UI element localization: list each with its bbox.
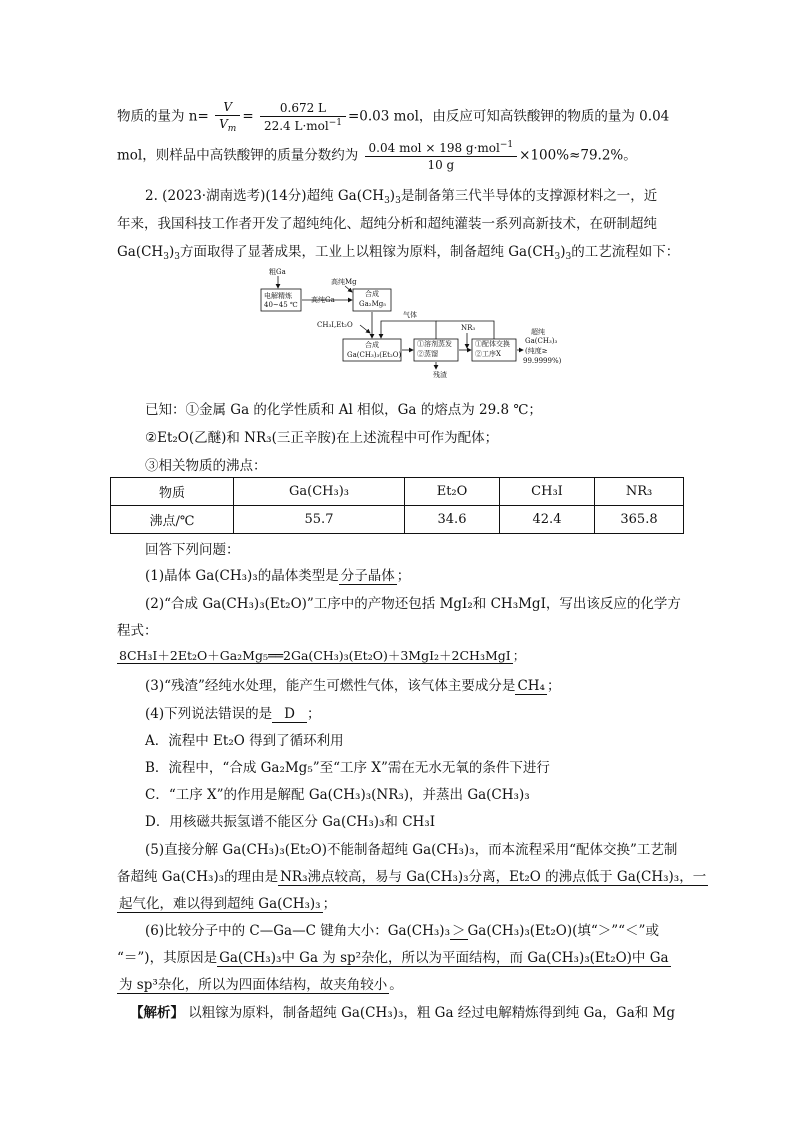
frac-denominator: 10 g [427,158,455,172]
analysis-tag: 【解析】 [130,1005,184,1021]
table-cell: 365.8 [595,506,684,534]
answer-blank: ＞ [452,923,466,939]
pure-mg-label: 高纯Mg [331,278,357,286]
table-row [111,506,684,534]
subscript: 3 [384,196,390,206]
synth2-label-1: 合成 [365,341,379,349]
table-cell: Et₂O [405,478,500,506]
q-text: ； [546,678,561,694]
subscript: 3 [565,252,572,262]
step-label-2: ②蒸馏 [417,350,438,358]
gas-label: 气体 [403,311,417,319]
q-text: ； [306,706,321,722]
intro-text: ) [168,244,175,260]
synth2-label-2: Ga(CH₃)₃(Et₂O) [347,351,402,359]
vm-v: V [219,117,228,131]
q-text: (1)晶体 Ga(CH₃)₃的晶体类型是 [145,568,339,584]
pure-ga-label: 高纯Ga [311,296,335,304]
q3 [145,674,560,694]
answer-blank: 分子晶体 [340,568,395,584]
q-text: (6)比较分子中的 C—Ga—C 键角大小：Ga(CH₃)₃ [145,923,450,939]
table-cell: CH₃I [500,478,595,506]
boiling-point-table [110,477,684,534]
answer-blank: NR₃沸点较高，易与 Ga(CH₃)₃分离，Et₂O 的沸点低于 Ga(CH₃)₃，一 [280,869,707,885]
answer-blank: 起气化，难以得到超纯 Ga(CH₃)₃ [119,896,321,912]
calc-text: =0.03 mol，由反应可知高铁酸钾的物质的量为 0.04 [347,108,670,125]
synth1-label-2: Ga₂Mg₅ [359,300,387,308]
product-label-4: 99.9999%) [523,357,562,365]
intro-text: 方面取得了显著成果，工业上以粗镓为原料，制备超纯 Ga(CH [179,244,555,260]
subscript: 3 [395,196,401,206]
subscript: 3 [554,252,561,262]
electro-label-2: 40~45 ℃ [264,301,298,309]
process-flow-diagram [255,265,575,385]
q5-line-2 [117,865,708,885]
step-label-1: ①溶剂蒸发 [417,340,452,348]
question-intro-1 [145,184,657,206]
table-cell: 42.4 [500,506,595,534]
table-cell: 沸点/℃ [111,506,234,534]
known-3: ③相关物质的沸点： [145,458,267,474]
analysis-line [130,1001,675,1021]
intro-text: 的工艺流程如下： [571,244,680,260]
answers-prompt: 回答下列问题： [145,542,240,558]
known-2: ②Et₂O(乙醚)和 NR₃(三正辛胺)在上述流程中可作为配体； [145,430,499,446]
crude-ga-label: 粗Ga [269,268,286,276]
vm-sub: m [227,124,237,134]
option-d: D．用核磁共振氢谱不能区分 Ga(CH₃)₃和 CH₃I [145,814,436,830]
table-cell: Ga(CH₃)₃ [234,478,405,506]
calc-text: mol，则样品中高铁酸钾的质量分数约为 [117,147,359,164]
q5-line-1: (5)直接分解 Ga(CH₃)₃(Et₂O)不能制备超纯 Ga(CH₃)₃，而本流程采用“配体交换”工艺制 [145,842,678,858]
calc-text: 物质的量为 n= [117,108,209,125]
calc-line-1: 物质的量为 n= $\frac{V}{V_m}$ = $\frac{0.672 L}{22.4 L\cdot mol^{-1}}$ =0.03 mol，由反应可知高铁酸钾的物质的量为 0.04 [117,100,670,134]
fraction-mass [365,140,518,172]
intro-text: 2. (2023·湖南选考)(14分)超纯 Ga(CH [145,188,385,204]
reagent-label: CH₃I,Et₂O [317,321,353,329]
q-text: Ga(CH₃)₃(Et₂O)(填“＞”“＜”或 [467,923,659,939]
table-cell: 55.7 [234,506,405,534]
q2-line-2: 程式： [117,623,158,639]
q2-answer [117,646,525,664]
exch-label-2: ②工序X [475,350,501,358]
exch-label-1: ①配体交换 [475,340,510,348]
question-intro-3 [117,240,679,262]
q-text: 。 [389,977,403,993]
intro-text: 是制备第三代半导体的支撑源材料之一，近 [400,188,658,204]
option-c: C．“工序 X”的作用是解配 Ga(CH₃)₃(NR₃)，并蒸出 Ga(CH₃)₃ [145,787,530,803]
intro-text: Ga(CH [117,244,164,260]
q-text: (4)下列说法错误的是 [145,706,273,722]
calc-text: ×100%≈79.2%。 [519,147,637,164]
product-label-3: (纯度≥ [525,347,548,355]
fraction-volume [260,101,346,133]
nr3-label: NR₃ [461,324,476,332]
table-header-row [111,478,684,506]
q5-line-3 [117,892,336,912]
exponent: −1 [499,140,514,150]
frac-numerator [365,140,518,157]
subscript: 3 [174,252,180,262]
frac-denominator [215,116,240,134]
frac-denominator [260,117,346,133]
electro-label-1: 电解精炼 [264,292,292,300]
known-1: 已知：①金属 Ga 的化学性质和 Al 相似，Ga 的熔点为 29.8 ℃； [145,402,542,418]
table-cell: NR₃ [595,478,684,506]
answer-blank: CH₄ [517,678,545,694]
exponent: −1 [328,118,342,128]
synth1-label-1: 合成 [365,290,379,298]
product-label-2: Ga(CH₃)₃ [525,337,558,345]
q-text: 备超纯 Ga(CH₃)₃的理由是 [117,869,279,885]
q2-line-1: (2)“合成 Ga(CH₃)₃(Et₂O)”工序中的产物还包括 MgI₂和 CH₃MgI，写出该反应的化学方 [145,596,681,612]
q1 [145,564,410,584]
answer-blank: D [272,706,307,723]
q-text: ； [512,648,526,663]
intro-text: ) [389,188,396,204]
product-label-1: 超纯 [531,328,545,336]
q6-line-2 [117,946,671,966]
q-text: ； [322,896,337,912]
q-text: (3)“残渣”经纯水处理，能产生可燃性气体，该气体主要成分是 [145,678,516,694]
frac-numerator: 0.672 L [260,101,346,117]
calc-line-2 [117,140,637,172]
analysis-text: 以粗镓为原料，制备超纯 Ga(CH₃)₃，粗 Ga 经过电解精炼得到纯 Ga，Ga和 Mg [188,1005,676,1021]
question-intro-2: 年来，我国科技工作者开发了超纯纯化、超纯分析和超纯灌装一系列高新技术，在研制超纯 [117,216,657,232]
q6-line-1 [145,919,659,939]
q6-line-3 [117,973,403,993]
option-a: A．流程中 Et₂O 得到了循环利用 [145,733,344,749]
residue-label: 残渣 [433,371,447,379]
q-text: “＝”)，其原因是 [117,950,218,966]
answer-blank: Ga(CH₃)₃中 Ga 为 sp²杂化，所以为平面结构，而 Ga(CH₃)₃(Et₂O)中 Ga [219,950,669,966]
table-cell: 物质 [111,478,234,506]
table-cell: 34.6 [405,506,500,534]
subscript: 3 [163,252,169,262]
fraction-v-vm [215,100,240,134]
num-text: 0.04 mol × 198 g·mol [368,141,500,155]
option-b: B．流程中，“合成 Ga₂Mg₅”至“工序 X”需在无水无氧的条件下进行 [145,760,550,776]
q4 [145,702,320,722]
answer-blank: 为 sp³杂化，所以为四面体结构，故夹角较小 [119,977,388,993]
frac-numerator: V [215,100,240,116]
answer-blank: 8CH₃I＋2Et₂O＋Ga₂Mg₅══2Ga(CH₃)₃(Et₂O)＋3MgI₂＋2CH₃MgI [119,648,511,663]
intro-text: ) [560,244,566,260]
den-text: 22.4 L·mol [263,119,329,133]
q-text: ； [396,568,411,584]
